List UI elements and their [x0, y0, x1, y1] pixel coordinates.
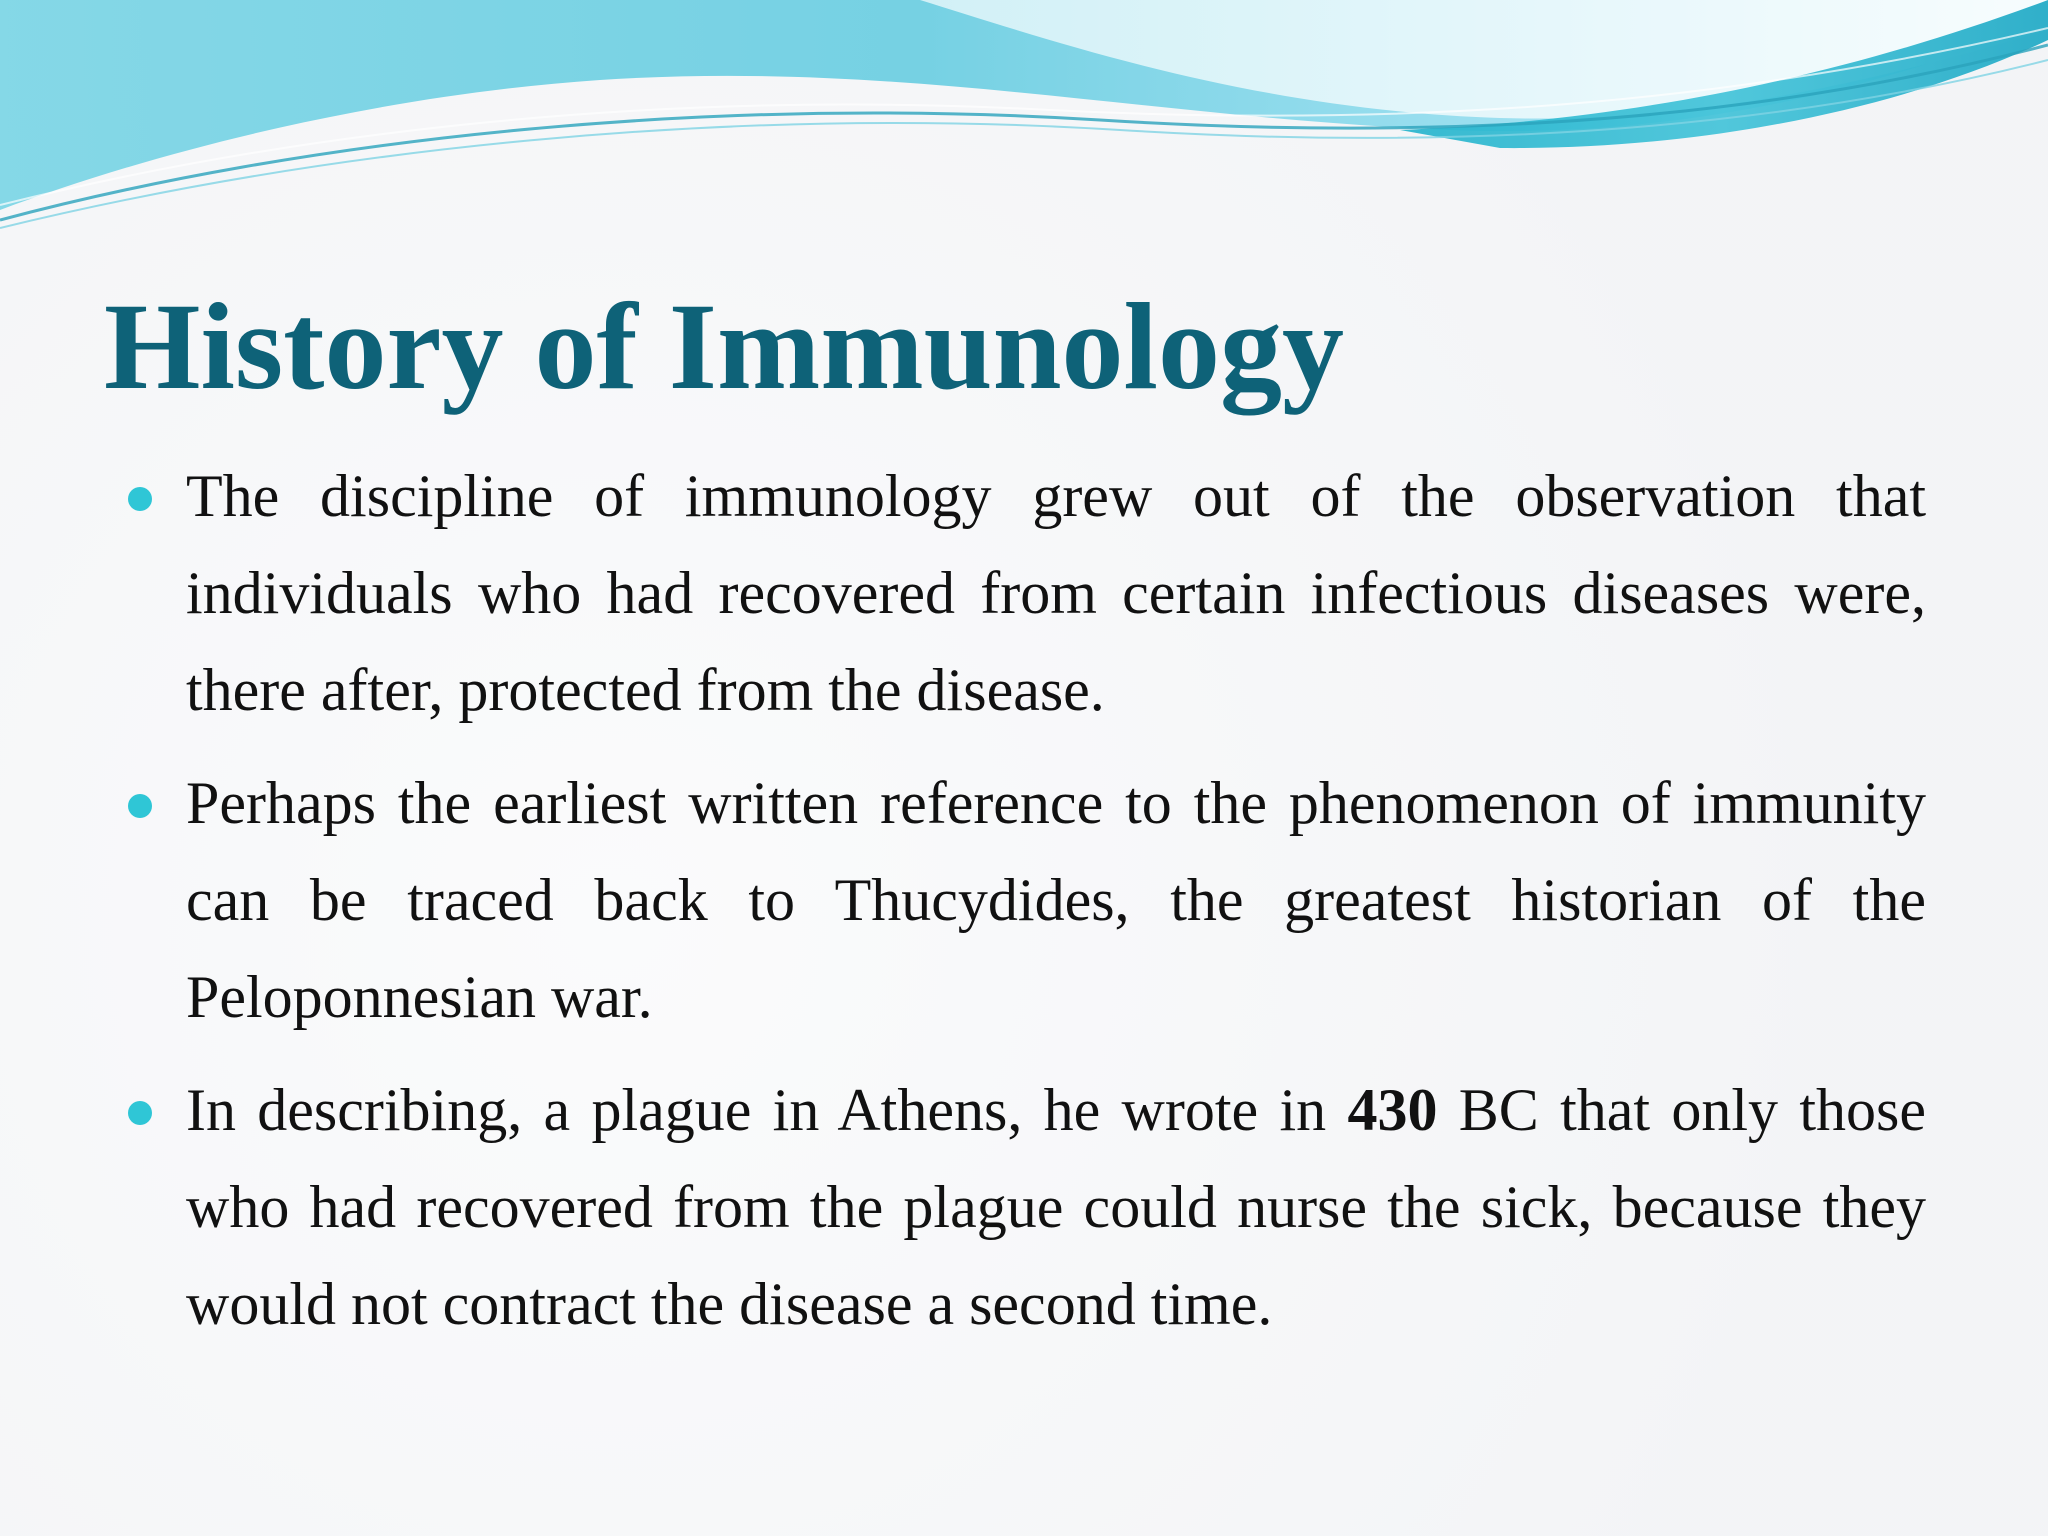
bullet-text: Perhaps the earliest written reference to the phenomenon of immunity can be traced back to Thucydides, the greatest historian of the Peloponnesian war.: [186, 770, 1926, 1030]
bullet-item: [128, 755, 1926, 1046]
bullet-text-after-year: BC that only those who had recovered from the plague could nurse the sick, because they would not contract the disease a second time.: [186, 1077, 1926, 1337]
bullet-item: [128, 448, 1926, 739]
bullet-list: [128, 448, 1926, 1369]
slide-title: History of Immunology: [104, 278, 1344, 415]
bullet-marker-icon: [128, 794, 152, 818]
bullet-text: The discipline of immunology grew out of the observation that individuals who had recovered from certain infectious diseases were, there after, protected from the disease.: [186, 463, 1926, 723]
bullet-marker-icon: [128, 487, 152, 511]
header-wave-decoration: [0, 0, 2048, 260]
bullet-text-before-year: In describing, a plague in Athens, he wrote in: [186, 1077, 1348, 1143]
bullet-marker-icon: [128, 1101, 152, 1125]
bullet-year: 430: [1347, 1077, 1438, 1143]
bullet-item: [128, 1062, 1926, 1353]
